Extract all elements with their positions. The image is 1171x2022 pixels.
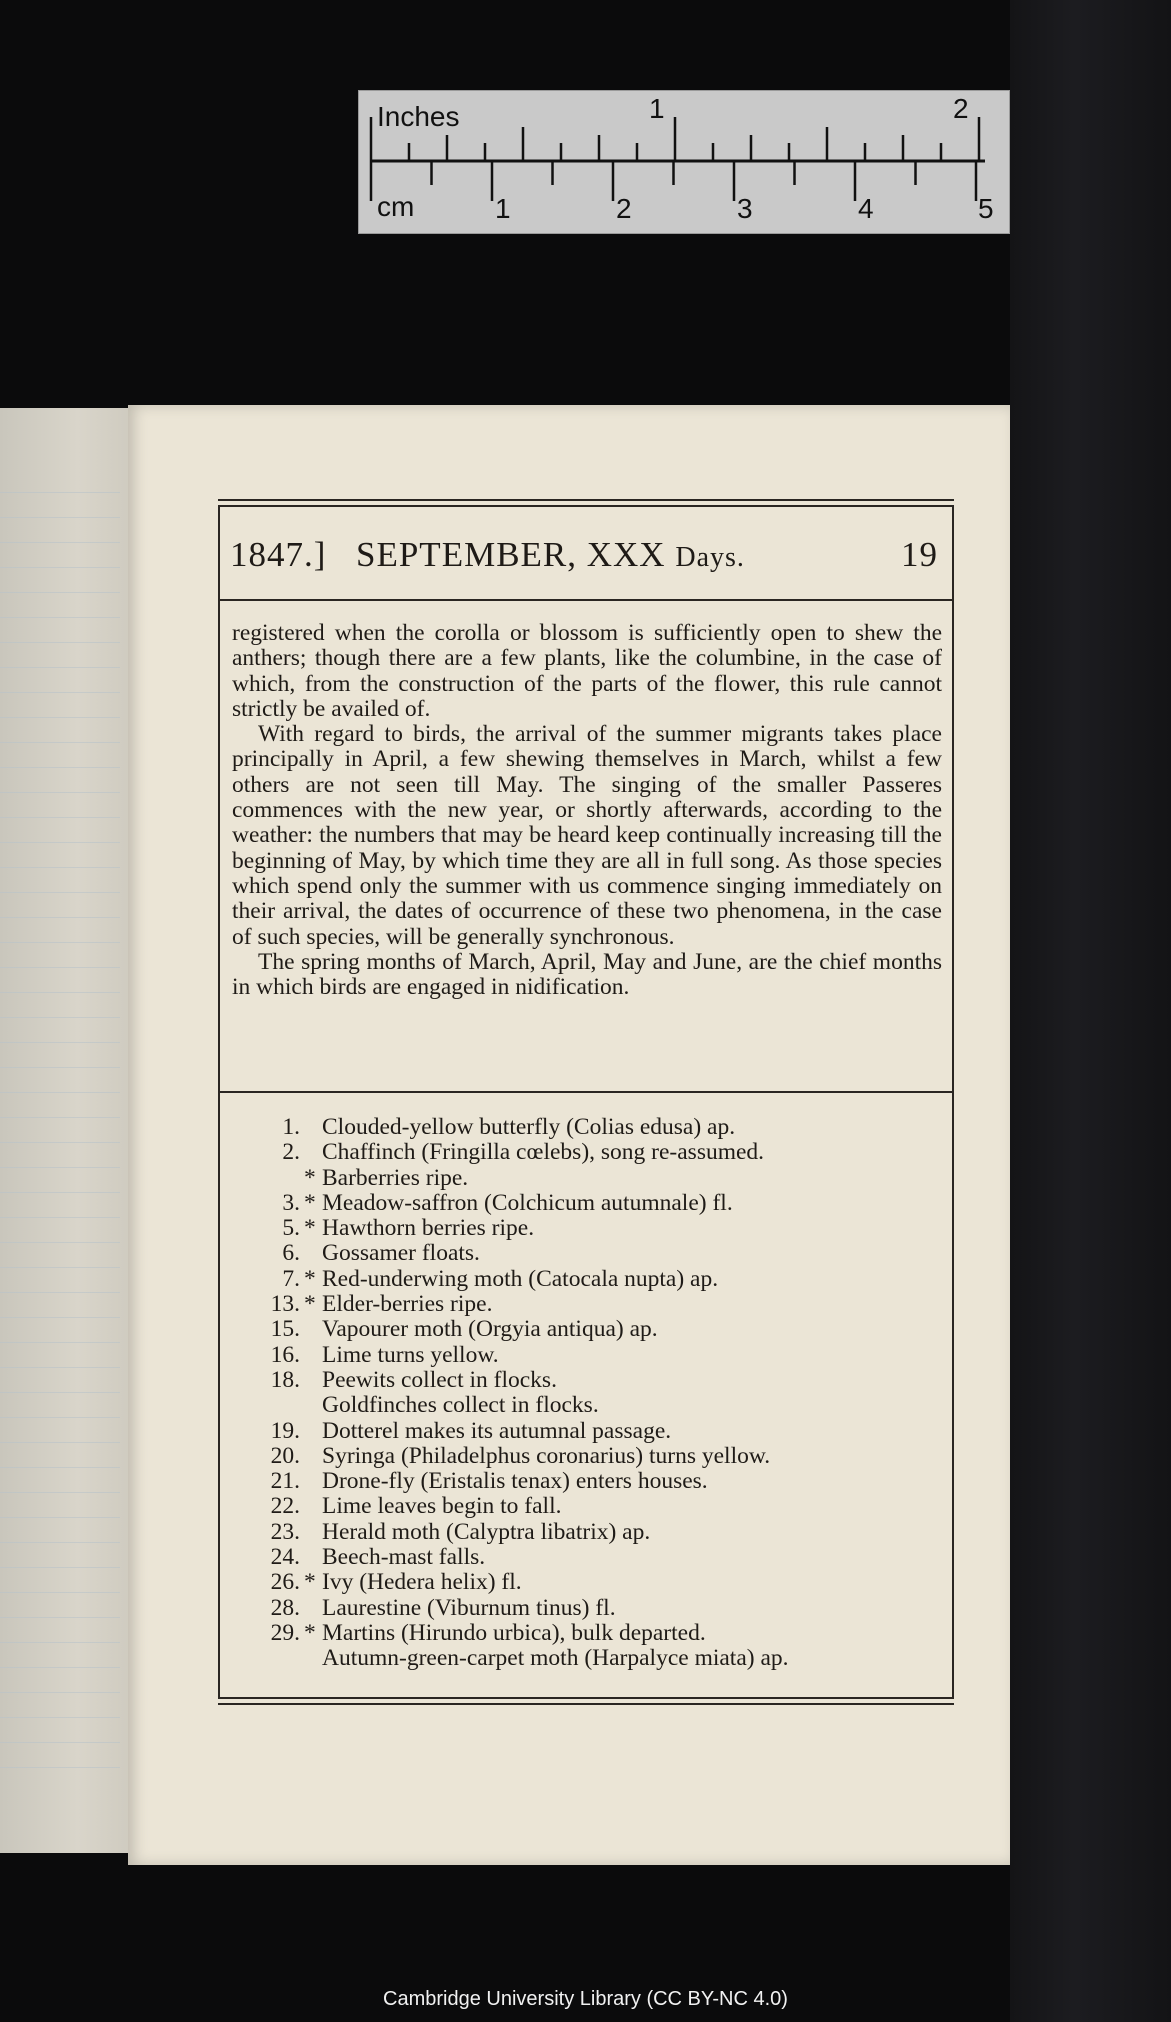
left-page-edge <box>0 408 132 1853</box>
entry-day: 7. <box>282 1265 300 1292</box>
cm-number-4: 4 <box>858 193 874 224</box>
entry-text: Red-underwing moth (Catocala nupta) ap. <box>322 1265 719 1292</box>
entry-day: 13. <box>270 1291 300 1318</box>
header-month: SEPTEMBER, XXX <box>356 535 676 574</box>
entry-text: Peewits collect in flocks. <box>322 1366 557 1393</box>
entry-day: 5. <box>282 1215 300 1242</box>
cm-number-2: 2 <box>616 193 632 224</box>
entry-text: Lime leaves begin to fall. <box>322 1493 562 1520</box>
entry-star: * <box>304 1189 316 1216</box>
entry-day: 19. <box>270 1417 300 1444</box>
entry-text: Laurestine (Viburnum tinus) fl. <box>322 1594 616 1621</box>
paragraph-3: The spring months of March, April, May and June, are the chief months in which birds are engaged in nidification. <box>232 948 942 1001</box>
page-number: 19 <box>901 535 938 574</box>
entry-day: 21. <box>270 1468 300 1495</box>
list-item <box>220 1267 952 1292</box>
header-days: Days. <box>675 542 745 573</box>
list-item <box>220 1343 952 1368</box>
list-item <box>220 1444 952 1469</box>
section-divider <box>220 1091 952 1093</box>
list-item <box>220 1216 952 1241</box>
book-binding <box>1010 0 1171 2022</box>
page-header <box>220 507 952 601</box>
entry-day: 1. <box>282 1114 300 1140</box>
entry-text: Lime turns yellow. <box>322 1341 499 1368</box>
entry-star: * <box>304 1164 316 1191</box>
list-item <box>220 1140 952 1165</box>
entry-day: 20. <box>270 1442 300 1469</box>
entry-text: Hawthorn berries ripe. <box>322 1215 535 1242</box>
entry-day: 3. <box>282 1189 300 1216</box>
entry-text: Herald moth (Calyptra libatrix) ap. <box>322 1518 651 1545</box>
list-item <box>220 1419 952 1444</box>
entry-text: Ivy (Hedera helix) fl. <box>322 1569 522 1596</box>
cm-label: cm <box>377 191 415 222</box>
paragraph-2: With regard to birds, the arrival of the summer migrants takes place principally in April, a few shewing themselves in March, whilst a few others are not seen till May. The singing of the smaller Passeres commences with the new year, or shortly afterwards, according to the weather: the numbers that may be heard keep continually increasing till the beginning of May, by which time they are all in full song. As those species which spend only the summer with us commence singing immediately on their arrival, the dates of occurrence of these two phenomena, in the case of such species, will be generally synchronous. <box>232 721 942 950</box>
paragraph-1: registered when the corolla or blossom is sufficiently open to shew the anthers; though there are a few plants, like the columbine, in the case of which, from the construction of the parts of the flower, this rule cannot strictly be availed of. <box>232 620 942 722</box>
entry-text: Dotterel makes its autumnal passage. <box>322 1417 672 1444</box>
entry-day: 28. <box>270 1594 300 1621</box>
entry-day: 26. <box>270 1569 300 1596</box>
cm-number-5: 5 <box>978 193 994 224</box>
entry-text: Elder-berries ripe. <box>322 1291 493 1318</box>
inch-number-2: 2 <box>953 93 969 124</box>
entry-day: 15. <box>270 1316 300 1343</box>
entry-star: * <box>304 1619 316 1646</box>
entry-text: Syringa (Philadelphus coronarius) turns yellow. <box>322 1442 771 1469</box>
entry-day: 22. <box>270 1493 300 1520</box>
entry-day: 2. <box>282 1139 300 1166</box>
entry-day: 6. <box>282 1240 300 1267</box>
entry-text: Barberries ripe. <box>322 1164 469 1191</box>
list-item <box>220 1166 952 1191</box>
entry-day: 18. <box>270 1366 300 1393</box>
inch-number-1: 1 <box>649 93 665 124</box>
list-item <box>220 1393 952 1418</box>
list-item <box>220 1520 952 1545</box>
intro-text <box>232 621 942 1000</box>
entry-day: 29. <box>270 1619 300 1646</box>
list-item <box>220 1570 952 1595</box>
book-page <box>128 405 1010 1865</box>
entry-text: Meadow-saffron (Colchicum autumnale) fl. <box>322 1189 733 1216</box>
entry-text: Gossamer floats. <box>322 1240 480 1267</box>
entry-text: Clouded-yellow butterfly (Colias edusa) ap. <box>322 1114 736 1140</box>
entry-text: Beech-mast falls. <box>322 1544 486 1571</box>
entry-text: Autumn-green-carpet moth (Harpalyce miata) ap. <box>322 1645 789 1672</box>
list-item <box>220 1646 952 1671</box>
entry-star: * <box>304 1215 316 1242</box>
entry-day: 24. <box>270 1544 300 1571</box>
list-item <box>220 1191 952 1216</box>
entry-day: 16. <box>270 1341 300 1368</box>
entry-day: 23. <box>270 1518 300 1545</box>
entry-text: Vapourer moth (Orgyia antiqua) ap. <box>322 1316 658 1343</box>
list-item <box>220 1545 952 1570</box>
list-item <box>220 1241 952 1266</box>
entry-text: Drone-fly (Eristalis tenax) enters houses. <box>322 1468 708 1495</box>
list-item <box>220 1292 952 1317</box>
header-title <box>356 535 745 575</box>
entry-star: * <box>304 1265 316 1292</box>
measurement-scale <box>358 90 1010 234</box>
page-frame <box>218 505 954 1699</box>
list-item <box>220 1368 952 1393</box>
list-item <box>220 1494 952 1519</box>
list-item <box>220 1469 952 1494</box>
list-item <box>220 1596 952 1621</box>
image-credit: Cambridge University Library (CC BY-NC 4.0) <box>383 1988 788 2010</box>
entry-star: * <box>304 1569 316 1596</box>
cm-number-3: 3 <box>737 193 753 224</box>
list-item <box>220 1621 952 1646</box>
entry-text: Martins (Hirundo urbica), bulk departed. <box>322 1619 706 1646</box>
inches-label: Inches <box>377 101 460 132</box>
list-item <box>220 1317 952 1342</box>
cm-number-1: 1 <box>495 193 511 224</box>
entry-text: Chaffinch (Fringilla cœlebs), song re-assumed. <box>322 1139 765 1166</box>
header-year: 1847.] <box>230 535 327 574</box>
calendar-entries <box>220 1115 952 1672</box>
entry-text: Goldfinches collect in flocks. <box>322 1392 599 1419</box>
list-item <box>220 1115 952 1140</box>
entry-star: * <box>304 1291 316 1318</box>
